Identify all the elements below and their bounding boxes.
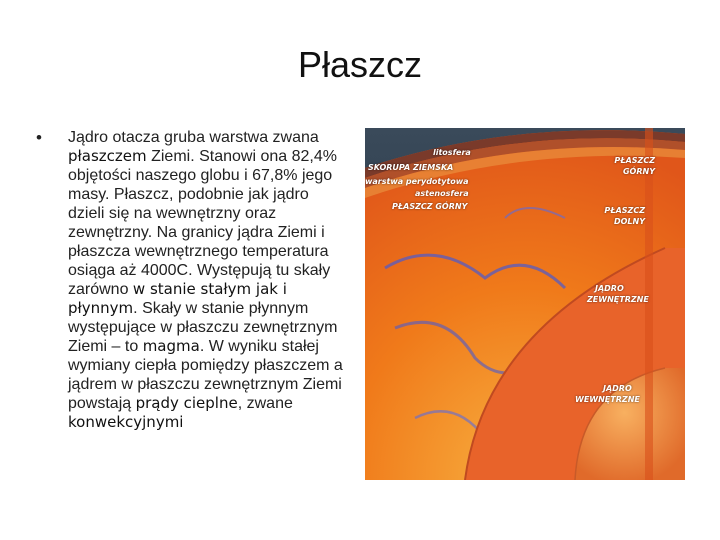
text-part: . Skały w stanie płynnym występujące w płaszczu zewnętrznym Ziemi – to bbox=[68, 300, 338, 355]
label-warstwa-perydotytowa: warstwa perydotytowa bbox=[365, 177, 469, 186]
label-astenosfera: astenosfera bbox=[415, 189, 469, 198]
label-jadro-zewnetrzne-1: JĄDRO bbox=[595, 284, 624, 293]
label-plaszcz-gorny-left: PŁASZCZ GÓRNY bbox=[392, 202, 468, 211]
label-plaszcz-dolny-2: DOLNY bbox=[613, 217, 645, 226]
bullet-list bbox=[36, 128, 346, 432]
bullet-marker: • bbox=[36, 128, 42, 147]
term-prady-cieplne: prądy cieplne bbox=[135, 394, 238, 412]
text-part: Ziemi. Stanowi ona 82,4% objętości naszego globu i 67,8% jego masy. Płaszcz, podobnie jak jądro dzieli się na wewnętrzny oraz zewnętrzny. Na granicy jądra Ziemi i płaszcza wewnętrznego temperatura osiąga aż 4000C. Występują tu skały zarówno bbox=[68, 148, 337, 298]
bullet-paragraph bbox=[68, 128, 346, 432]
text-part: , zwane bbox=[237, 395, 293, 412]
label-plaszcz-gorny-right-2: GÓRNY bbox=[622, 167, 655, 176]
slide-title: Płaszcz bbox=[297, 44, 423, 85]
label-plaszcz-dolny-1: PŁASZCZ bbox=[604, 206, 645, 215]
label-plaszcz-gorny-right-1: PŁASZCZ bbox=[614, 156, 655, 165]
label-litosfera: litosfera bbox=[433, 148, 471, 157]
label-jadro-wewnetrzne-2: WEWNĘTRZNE bbox=[575, 395, 640, 404]
label-jadro-wewnetrzne-1: JĄDRO bbox=[603, 384, 632, 393]
label-jadro-zewnetrzne-2: ZEWNĘTRZNE bbox=[587, 295, 649, 304]
label-skorupa-ziemska: SKORUPA ZIEMSKA bbox=[368, 163, 454, 172]
term-stan-skal: w stanie stałym jak i płynnym bbox=[68, 280, 287, 317]
term-magma: magma bbox=[142, 337, 200, 355]
text-part: Jądro otacza gruba warstwa zwana bbox=[68, 129, 319, 146]
earth-cross-section-figure bbox=[365, 128, 685, 480]
text-part: . W wyniku stałej wymiany ciepła pomiędzy płaszczem a jądrem w płaszczu zewnętrznym Ziemi powstają bbox=[68, 338, 343, 412]
term-plaszcz: płaszczem bbox=[68, 147, 147, 165]
term-konwekcyjne: konwekcyjnymi bbox=[68, 413, 184, 431]
